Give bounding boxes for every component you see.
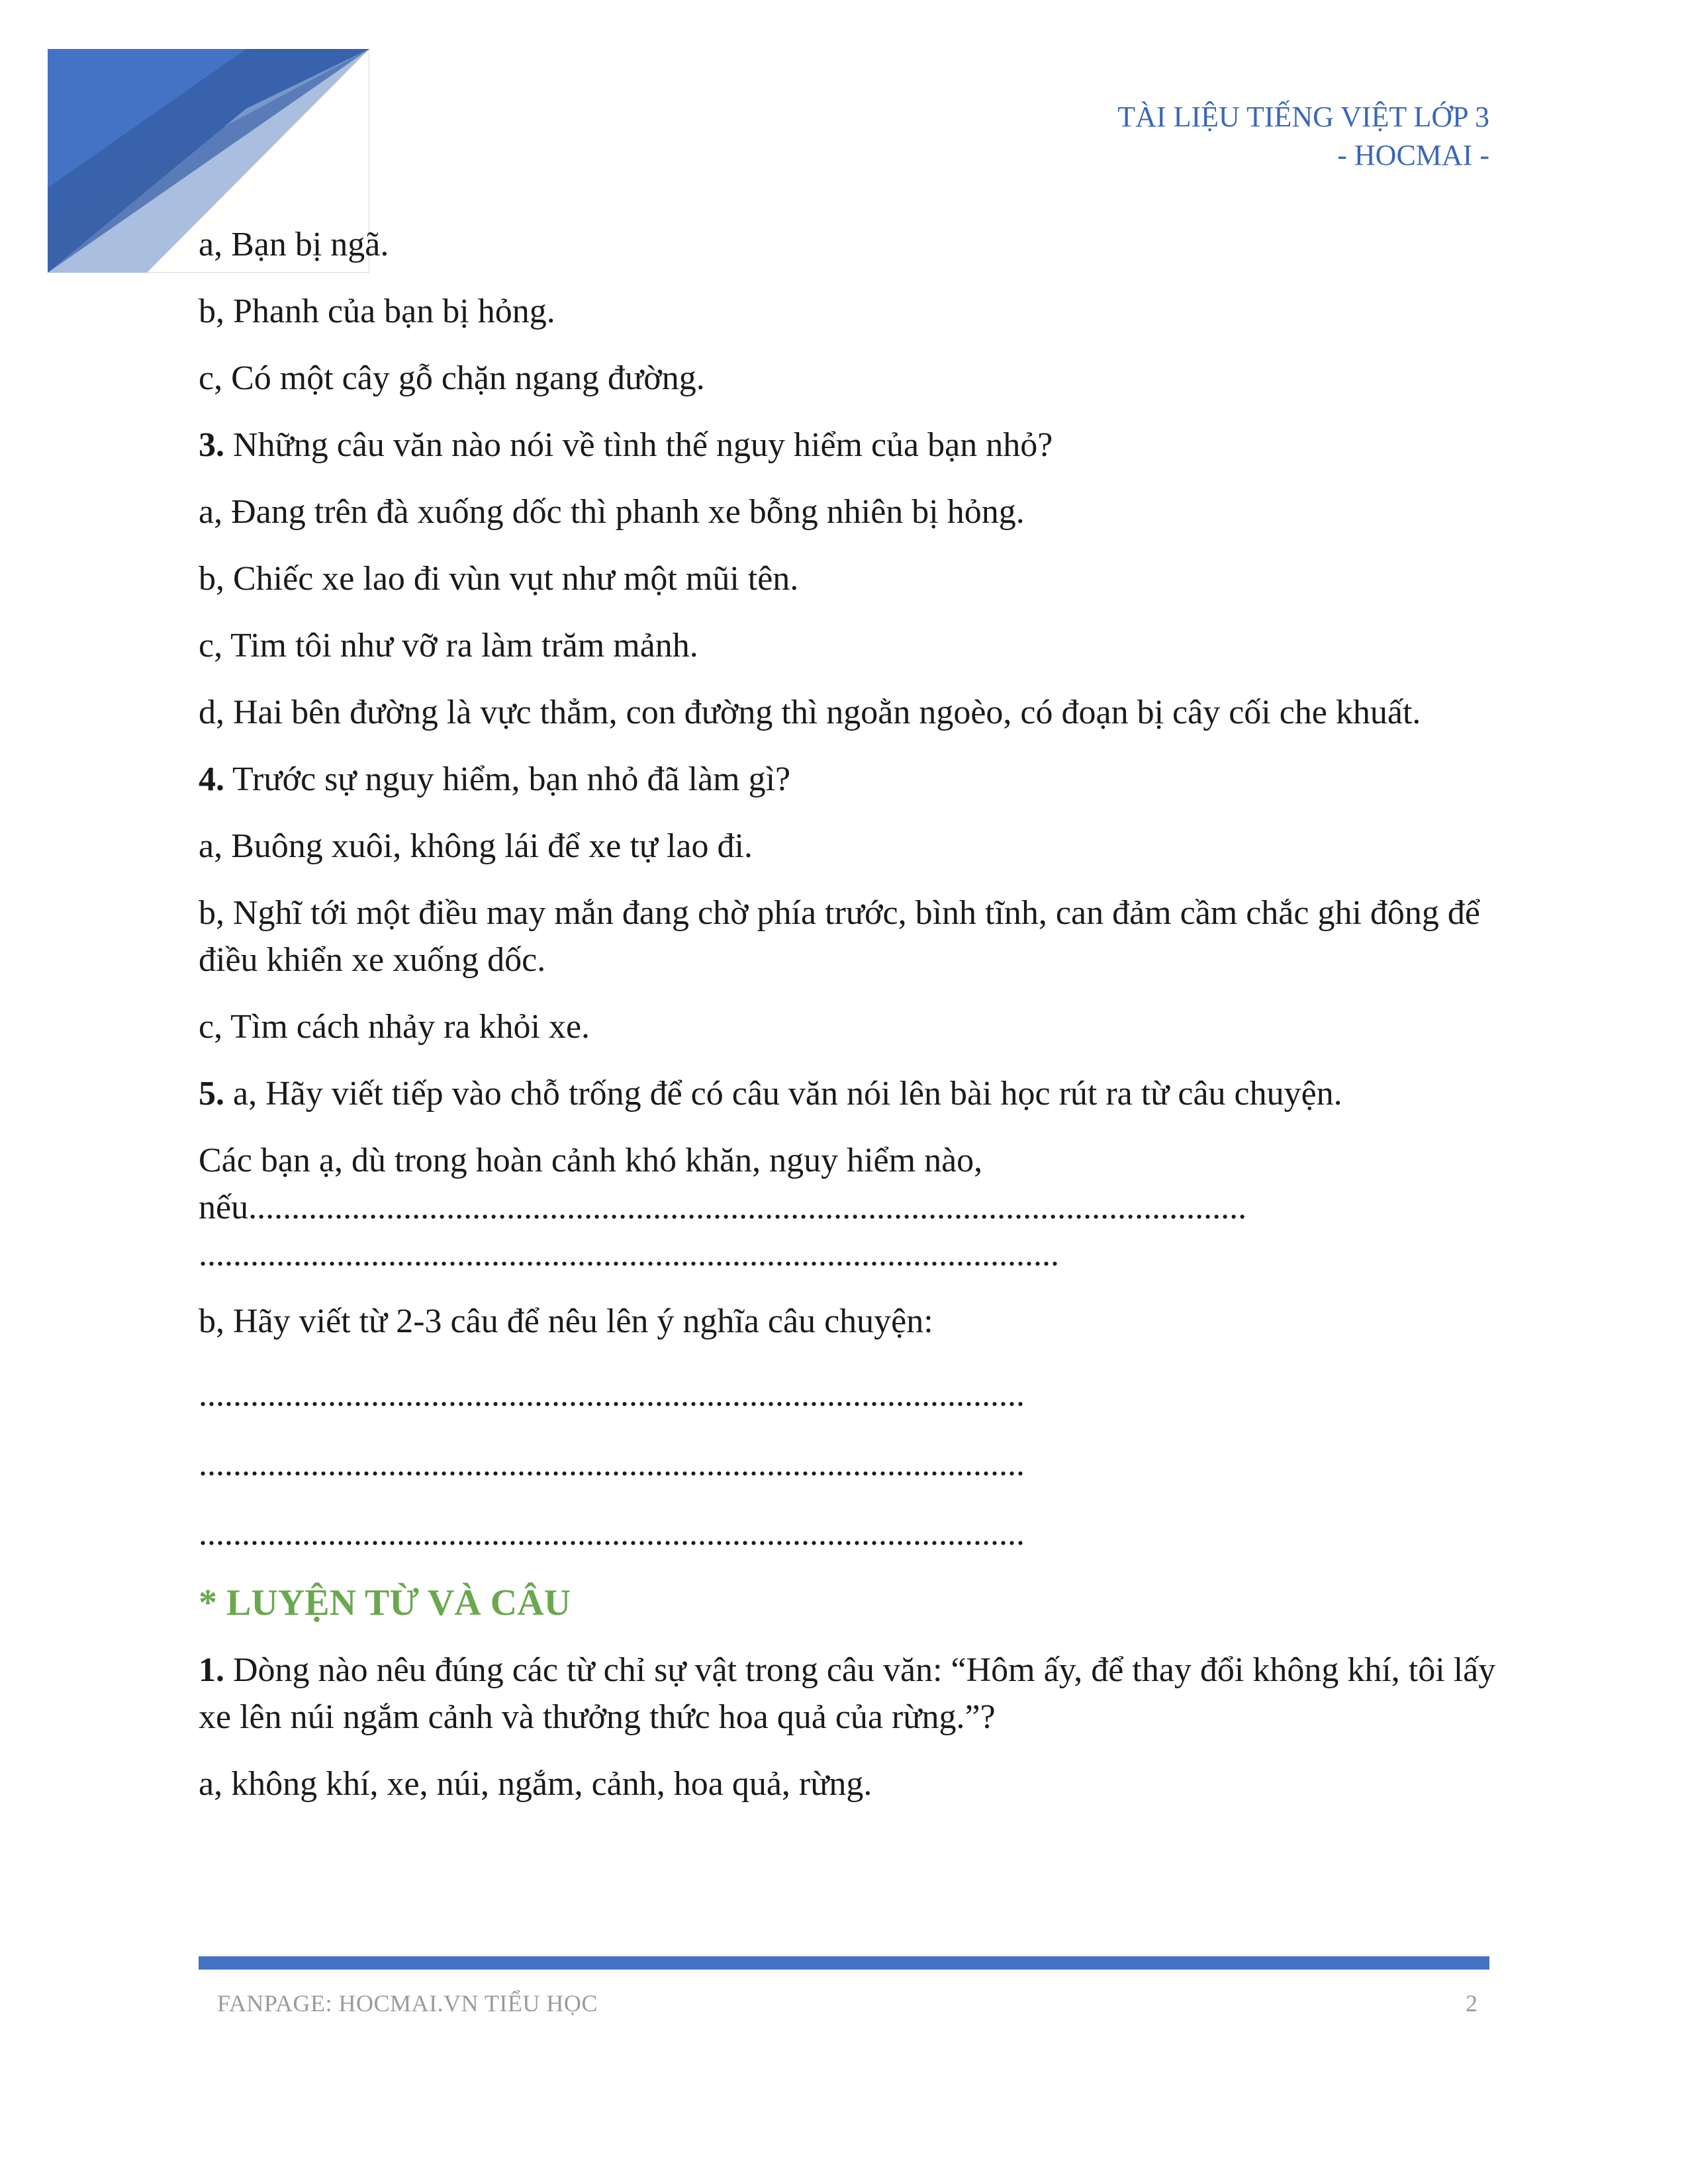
q5-part-b: b, Hãy viết từ 2-3 câu để nêu lên ý nghĩa câu chuyện: [199, 1302, 933, 1340]
q5b-answer-line-3[interactable]: ................................................................................................ [199, 1515, 1025, 1553]
q5b-answer-line-1[interactable]: ................................................................................................ [199, 1376, 1025, 1414]
header-subtitle: - HOCMAI - [1337, 139, 1489, 171]
q4-option-c: c, Tìm cách nhảy ra khỏi xe. [199, 1008, 590, 1046]
q3-option-d: d, Hai bên đường là vực thẳm, con đường thì ngoằn ngoèo, có đoạn bị cây cối che khuất. [199, 694, 1421, 731]
q2-option-b: b, Phanh của bạn bị hỏng. [199, 293, 555, 330]
q4-option-a: a, Buông xuôi, không lái để xe tự lao đi. [199, 827, 753, 865]
question-3 [199, 422, 1496, 469]
q5-prompt: Các bạn ạ, dù trong hoàn cảnh khó khăn, nguy hiểm nào, [199, 1142, 983, 1179]
ltvc-q1-option-a: a, không khí, xe, núi, ngắm, cảnh, hoa quả, rừng. [199, 1765, 872, 1803]
q3-option-c: c, Tim tôi như vỡ ra làm trăm mảnh. [199, 627, 698, 664]
q5-answer-line-1[interactable]: nếu.................................................................................................................... [199, 1189, 1247, 1226]
question-3-text: Những câu văn nào nói về tình thế nguy hiểm của bạn nhỏ? [224, 426, 1053, 464]
question-5-number: 5. [199, 1075, 224, 1113]
worksheet-content [199, 221, 1496, 1827]
q5-fill-in-block [199, 1137, 1496, 1278]
question-5-text: a, Hãy viết tiếp vào chỗ trống để có câu văn nói lên bài học rút ra từ câu chuyện. [224, 1075, 1342, 1113]
header-title: TÀI LIỆU TIẾNG VIỆT LỚP 3 [1117, 101, 1489, 133]
question-3-number: 3. [199, 426, 224, 464]
section-heading-luyen-tu-va-cau: * LUYỆN TỪ VÀ CÂU [199, 1582, 571, 1623]
ltvc-question-1-number: 1. [199, 1651, 224, 1689]
q2-option-a: a, Bạn bị ngã. [199, 226, 389, 263]
page-number: 2 [1466, 1990, 1477, 2017]
question-4-number: 4. [199, 760, 224, 798]
q3-option-a: a, Đang trên đà xuống dốc thì phanh xe bỗng nhiên bị hỏng. [199, 493, 1025, 531]
q5-answer-line-2[interactable]: .................................................................................................... [199, 1236, 1059, 1273]
ltvc-question-1 [199, 1647, 1496, 1741]
q3-option-b: b, Chiếc xe lao đi vùn vụt như một mũi tên. [199, 560, 799, 598]
question-4-text: Trước sự nguy hiểm, bạn nhỏ đã làm gì? [224, 760, 791, 798]
question-4 [199, 756, 1496, 803]
footer-fanpage: FANPAGE: HOCMAI.VN TIỂU HỌC [217, 1990, 598, 2017]
q2-option-c: c, Có một cây gỗ chặn ngang đường. [199, 359, 705, 397]
footer-divider [199, 1956, 1489, 1970]
ltvc-question-1-text: Dòng nào nêu đúng các từ chỉ sự vật trong câu văn: “Hôm ấy, để thay đổi không khí, tôi lấy xe lên núi ngắm cảnh và thưởng thức hoa quả của rừng.”? [199, 1651, 1496, 1736]
q5b-answer-line-2[interactable]: ................................................................................................ [199, 1445, 1025, 1483]
document-header [1117, 98, 1489, 175]
question-5 [199, 1070, 1496, 1117]
q4-option-b: b, Nghĩ tới một điều may mắn đang chờ phía trước, bình tĩnh, can đảm cầm chắc ghi đông để điều khiển xe xuống dốc. [199, 894, 1480, 979]
